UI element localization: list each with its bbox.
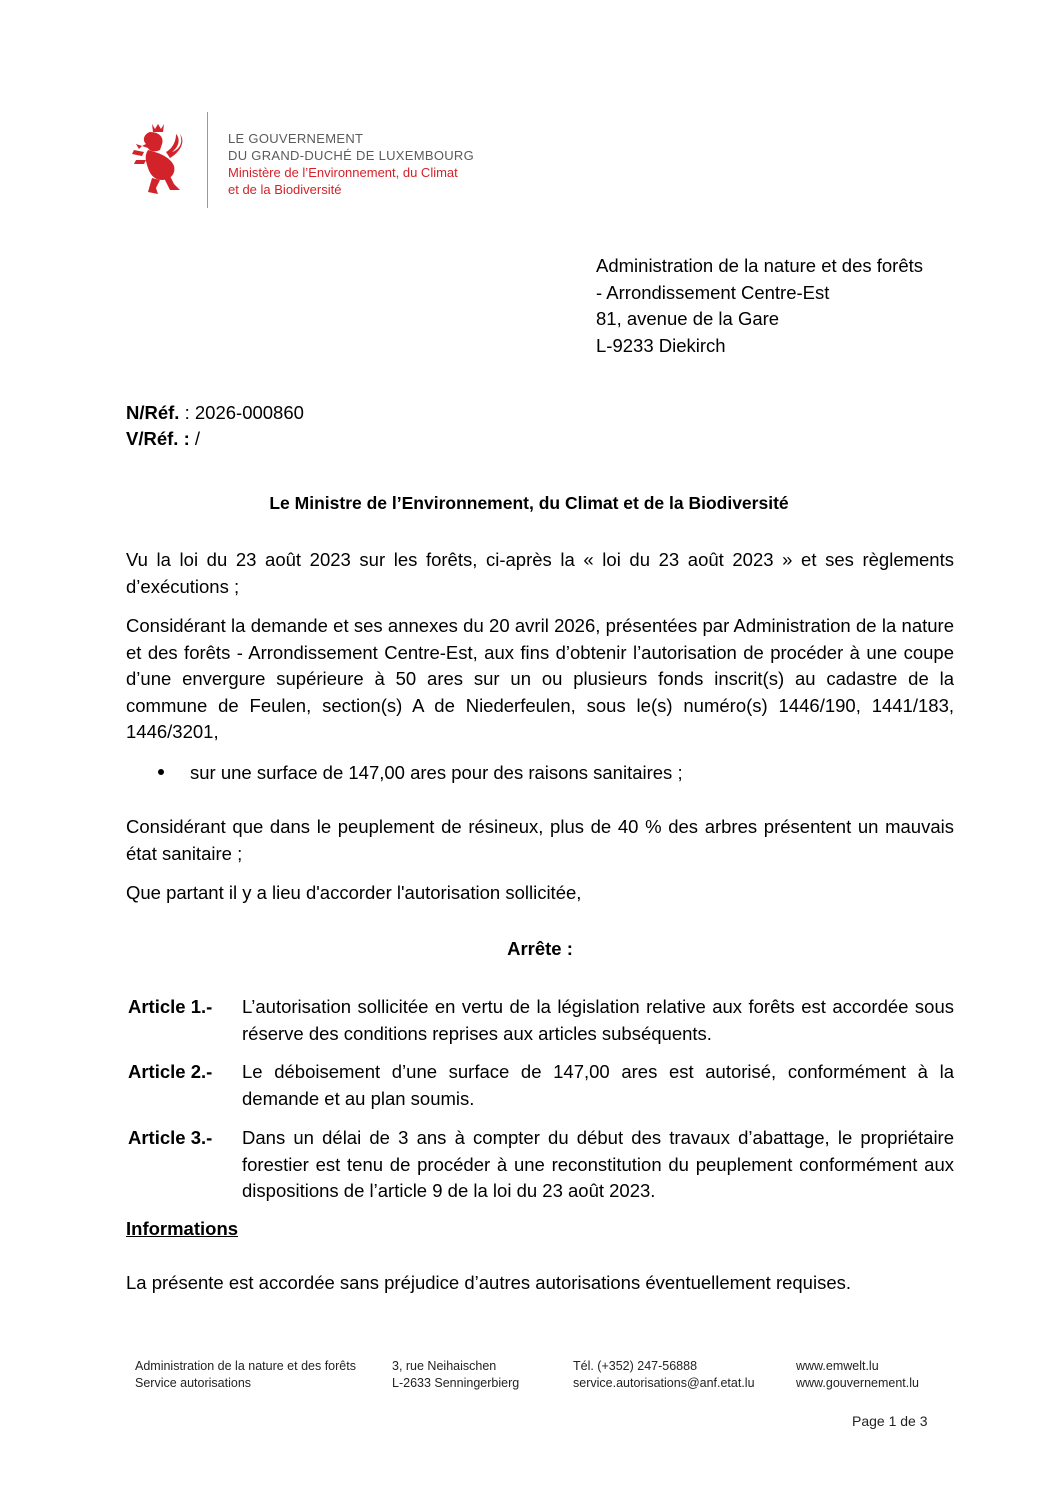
government-line-1: LE GOUVERNEMENT [228,131,364,146]
recipient-line-4: L-9233 Diekirch [596,334,726,356]
bullet-item [158,760,683,787]
footer-column-contact [573,1358,755,1392]
logo-divider [207,112,208,208]
informations-text: La présente est accordée sans préjudice d’autres autorisations éventuellement requises. [126,1272,852,1293]
references [126,400,304,452]
your-reference-value: / [189,428,201,449]
recipient-line-2: - Arrondissement Centre-Est [596,281,830,303]
luxembourg-lion-icon [130,122,188,196]
footer-column-websites [796,1358,919,1392]
article-2-label: Article 2.- [128,1061,213,1082]
article-3-label: Article 3.- [128,1127,213,1148]
footer-street: 3, rue Neihaischen [392,1359,497,1373]
footer-city: L-2633 Senningerbierg [392,1376,520,1390]
footer-service: Service autorisations [135,1376,252,1390]
article-3-text: Dans un délai de 3 ans à compter du début des travaux d’abattage, le propriétaire forestier est tenu de procéder à une reconstitution du peuplement conformément aux dispositions de l’article 9 de la loi du 23 août 2023. [242,1127,954,1201]
our-reference-label: N/Réf. [126,402,180,423]
ministry-line-2: et de la Biodiversité [228,182,342,197]
article-1-label: Article 1.- [128,996,213,1017]
our-reference [126,400,304,426]
arrete-heading: Arrête : [507,938,573,959]
que-partant-paragraph: Que partant il y a lieu d'accorder l'autorisation sollicitée, [126,882,582,903]
recipient-address [596,253,923,359]
footer-admin-name: Administration de la nature et des forêts [135,1359,356,1373]
footer-column-administration [135,1358,356,1392]
footer-website-emwelt: www.emwelt.lu [796,1359,879,1373]
article-2-text: Le déboisement d’une surface de 147,00 ares est autorisé, conformément à la demande et au plan soumis. [242,1061,954,1109]
informations-heading: Informations [126,1218,239,1239]
government-header [228,130,474,198]
footer-column-address [392,1358,519,1392]
bullet-text: sur une surface de 147,00 ares pour des raisons sanitaires ; [190,762,683,783]
considerant-paragraph-1: Considérant la demande et ses annexes du 20 avril 2026, présentées par Administration de la nature et des forêts - Arrondissement Centre-Est, aux fins d’obtenir l’autorisation de procéder à une coupe d’une envergure supérieure à 50 ares sur un ou plusieurs fonds inscrit(s) au cadastre de la commune de Feulen, section(s) A de Niederfeulen, sous le(s) numéro(s) 1446/190, 1441/183, 1446/3201, [126,615,954,742]
article-1-text: L’autorisation sollicitée en vertu de la législation relative aux forêts est accordée sous réserve des conditions reprises aux articles subséquents. [242,996,954,1044]
government-line-2: DU GRAND-DUCHÉ DE LUXEMBOURG [228,148,475,163]
footer-phone: Tél. (+352) 247-56888 [573,1359,698,1373]
page-number: Page 1 de 3 [852,1413,928,1429]
recipient-line-3: 81, avenue de la Gare [596,308,780,329]
recipient-line-1: Administration de la nature et des forêts [596,255,924,276]
ministry-line-1: Ministère de l’Environnement, du Climat [228,165,458,180]
footer-website-gouvernement: www.gouvernement.lu [796,1376,919,1390]
footer-email: service.autorisations@anf.etat.lu [573,1376,755,1390]
bullet-icon [158,769,164,775]
your-reference [126,426,304,452]
considerant-paragraph-2: Considérant que dans le peuplement de résineux, plus de 40 % des arbres présentent un mauvais état sanitaire ; [126,816,954,864]
our-reference-value: : 2026-000860 [179,402,304,423]
your-reference-label: V/Réf. : [126,428,190,449]
document-title: Le Ministre de l’Environnement, du Climat et de la Biodiversité [269,493,789,513]
vu-paragraph: Vu la loi du 23 août 2023 sur les forêts, ci-après la « loi du 23 août 2023 » et ses règlements d’exécutions ; [126,549,954,597]
